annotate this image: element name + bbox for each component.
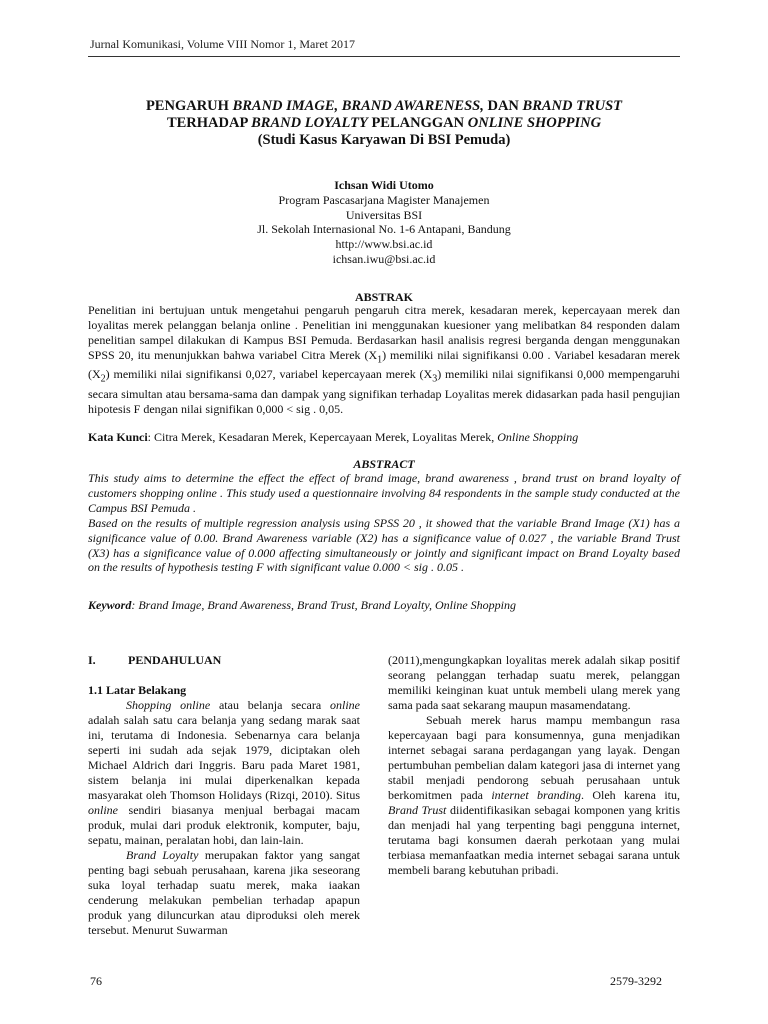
running-head: Jurnal Komunikasi, Volume VIII Nomor 1, Maret 2017 bbox=[90, 37, 355, 51]
paper-title bbox=[88, 98, 680, 149]
section-title: PENDAHULUAN bbox=[128, 653, 222, 667]
italic-term: Brand Trust bbox=[388, 803, 447, 817]
kata-kunci bbox=[88, 430, 680, 445]
page-number: 76 bbox=[90, 974, 102, 988]
abstrak-heading: ABSTRAK bbox=[354, 290, 413, 304]
title-text: PELANGGAN bbox=[367, 115, 468, 131]
kata-kunci-colon: : bbox=[147, 430, 155, 444]
body-column-left bbox=[88, 653, 360, 938]
title-line-3: (Studi Kasus Karyawan Di BSI Pemuda) bbox=[257, 132, 511, 148]
abstract-paragraph-2: Based on the results of multiple regression analysis using SPSS 20 , it showed that the variable Brand Image (X1) has a significance value of 0.00. Brand Awareness variable (X2) has a significance value of 0.027 , the variable Brand Trust (X3) has a significance value of 0.000 affecting simultaneously or jointly and significant impact on Brand Loyalty based on the results of hypothesis testing F with significant value 0.000 < sig . 0.05 . bbox=[88, 515, 680, 575]
abstract-heading: ABSTRACT bbox=[353, 457, 415, 471]
title-text: DAN bbox=[483, 98, 523, 114]
body-column-right bbox=[388, 653, 680, 878]
title-term: BRAND TRUST bbox=[522, 98, 623, 114]
title-text: TERHADAP bbox=[166, 115, 252, 131]
author-address: Jl. Sekolah Internasional No. 1-6 Antapani, Bandung bbox=[257, 222, 511, 237]
paragraph-text: . Oleh karena itu, bbox=[581, 788, 680, 802]
section-number: I. bbox=[88, 653, 96, 667]
author-website[interactable]: http://www.bsi.ac.id bbox=[335, 237, 433, 252]
paragraph-text: Sebuah merek harus mampu membangun rasa kepercayaan bagi para konsumennya, guna menjadikan internet sebagai sarana perdagangan yang layak. Dengan pertumbuhan pembelian dalam kategori jasa di internet yang stabil menjadi pendorong sebuah perusahaan untuk berkomitmen pada bbox=[388, 713, 680, 802]
kata-kunci-terms: Citra Merek, Kesadaran Merek, Kepercayaan Merek, Loyalitas Merek, bbox=[154, 430, 498, 444]
abstrak-segment: ) memiliki nilai signifikansi 0,027, variabel kepercayaan merek (X bbox=[105, 367, 433, 382]
abstrak-text bbox=[88, 303, 680, 417]
paragraph-text: atau belanja secara bbox=[210, 698, 330, 712]
paragraph-text: diidentifikasikan sebagai komponen yang kritis dan menjadi hal yang terpenting bagi pengguna internet, terutama bagi konsumen daerah perkotaan yang mulai terbiasa memanfaatkan media internet sebagai sarana untuk membeli barang kebutuhan pribadi. bbox=[388, 803, 680, 877]
abstract-text bbox=[88, 471, 680, 575]
title-line-1 bbox=[88, 98, 680, 115]
paragraph-text: adalah salah satu cara belanja yang sedang marak saat ini, terutama di Indonesia. Sebenarnya cara belanja seperti ini sudah ada sejak 1979, diciptakan oleh Michael Aldrich dari Inggris. Baru pada Maret 1981, sistem belanja ini mulai diperkenalkan kepada masyarakat oleh Thomson Holidays (Rizqi, 2010). Situs bbox=[88, 713, 360, 802]
issn: 2579-3292 bbox=[610, 974, 662, 988]
header-rule bbox=[88, 56, 680, 57]
kata-kunci-label: Kata Kunci bbox=[88, 430, 148, 444]
author-university: Universitas BSI bbox=[345, 207, 423, 222]
abstract-paragraph-1: This study aims to determine the effect the effect of brand image, brand awareness , brand trust on brand loyalty of customers shopping online . This study used a questionnaire involving 84 respondents in the sample study conducted at the Campus BSI Pemuda . bbox=[88, 471, 680, 515]
title-text: PENGARUH bbox=[145, 98, 233, 114]
kata-kunci-last-term: Online Shopping bbox=[497, 430, 579, 444]
keyword-label: Keyword bbox=[88, 598, 132, 612]
keyword-terms: : Brand Image, Brand Awareness, Brand Trust, Brand Loyalty, Online Shopping bbox=[131, 598, 517, 612]
abstrak-subscript: 1 bbox=[377, 354, 383, 366]
italic-term: online bbox=[88, 803, 118, 817]
body-paragraph bbox=[88, 698, 360, 848]
section-heading bbox=[88, 653, 360, 668]
author-name: Ichsan Widi Utomo bbox=[334, 178, 434, 192]
author-email[interactable]: ichsan.iwu@bsi.ac.id bbox=[332, 251, 436, 266]
italic-term: internet branding bbox=[491, 788, 581, 802]
italic-term: Shopping online bbox=[126, 698, 211, 712]
author-program: Program Pascasarjana Magister Manajemen bbox=[278, 192, 490, 207]
italic-term: online bbox=[330, 698, 360, 712]
abstrak-subscript: 2 bbox=[100, 373, 106, 385]
subsection-heading: 1.1 Latar Belakang bbox=[88, 683, 187, 697]
abstrak-segment: Penelitian ini bertujuan untuk mengetahui pengaruh pengaruh citra merek, kesadaran merek, kepercayaan merek dan loyalitas merek pelanggan belanja online . Penelitian ini menggunakan kuesioner yang melibatkan 84 responden dalam penelitian sampel dilakukan di Kampus BSI Pemuda. Berdasarkan hasil analisis regresi berganda dengan menggunakan SPSS 20, itu menunjukkan bahwa variabel Citra Merek (X bbox=[88, 303, 680, 362]
title-term: BRAND IMAGE, BRAND AWARENESS, bbox=[232, 98, 484, 114]
title-term: ONLINE SHOPPING bbox=[467, 115, 602, 131]
body-paragraph bbox=[388, 713, 680, 878]
paragraph-text: merupakan faktor yang sangat penting bagi sebuah perusahaan, karena jika seseorang suka loyal terhadap suatu merek, maka iaakan cenderung melakukan pembelian terhadap apapun produk yang diluncurkan atau diproduksi oleh merek tersebut. Menurut Suwarman bbox=[88, 848, 360, 937]
abstrak-segment: ) memiliki nilai signifikansi 0,000 mempengaruhi secara simultan atau bersama-sama dan dampak yang signifikan terhadap Loyalitas merek didasarkan pada hasil pengujian hipotesis F dengan nilai signifikan 0,000 < sig . 0,05. bbox=[88, 367, 680, 416]
paragraph-text: sendiri biasanya menjual berbagai macam produk, mulai dari produk elektronik, komputer, baju, sepatu, mainan, peralatan hobi, dan lain-lain. bbox=[88, 803, 360, 847]
author-block bbox=[88, 178, 680, 267]
keyword-line bbox=[88, 598, 680, 613]
body-paragraph: (2011),mengungkapkan loyalitas merek adalah sikap positif seorang pelanggan terhadap suatu merek, pelanggan memiliki keinginan kuat untuk membeli ulang merek yang sama pada saat sekarang maupun masamendatang. bbox=[388, 653, 680, 712]
title-term: BRAND LOYALTY bbox=[251, 115, 368, 131]
body-paragraph bbox=[88, 848, 360, 938]
abstrak-segment: ) memiliki nilai signifikansi 0.00 . Variabel kesadaran merek (X bbox=[88, 348, 680, 382]
italic-term: Brand Loyalty bbox=[126, 848, 199, 862]
title-line-2 bbox=[88, 115, 680, 132]
abstrak-subscript: 3 bbox=[432, 373, 438, 385]
